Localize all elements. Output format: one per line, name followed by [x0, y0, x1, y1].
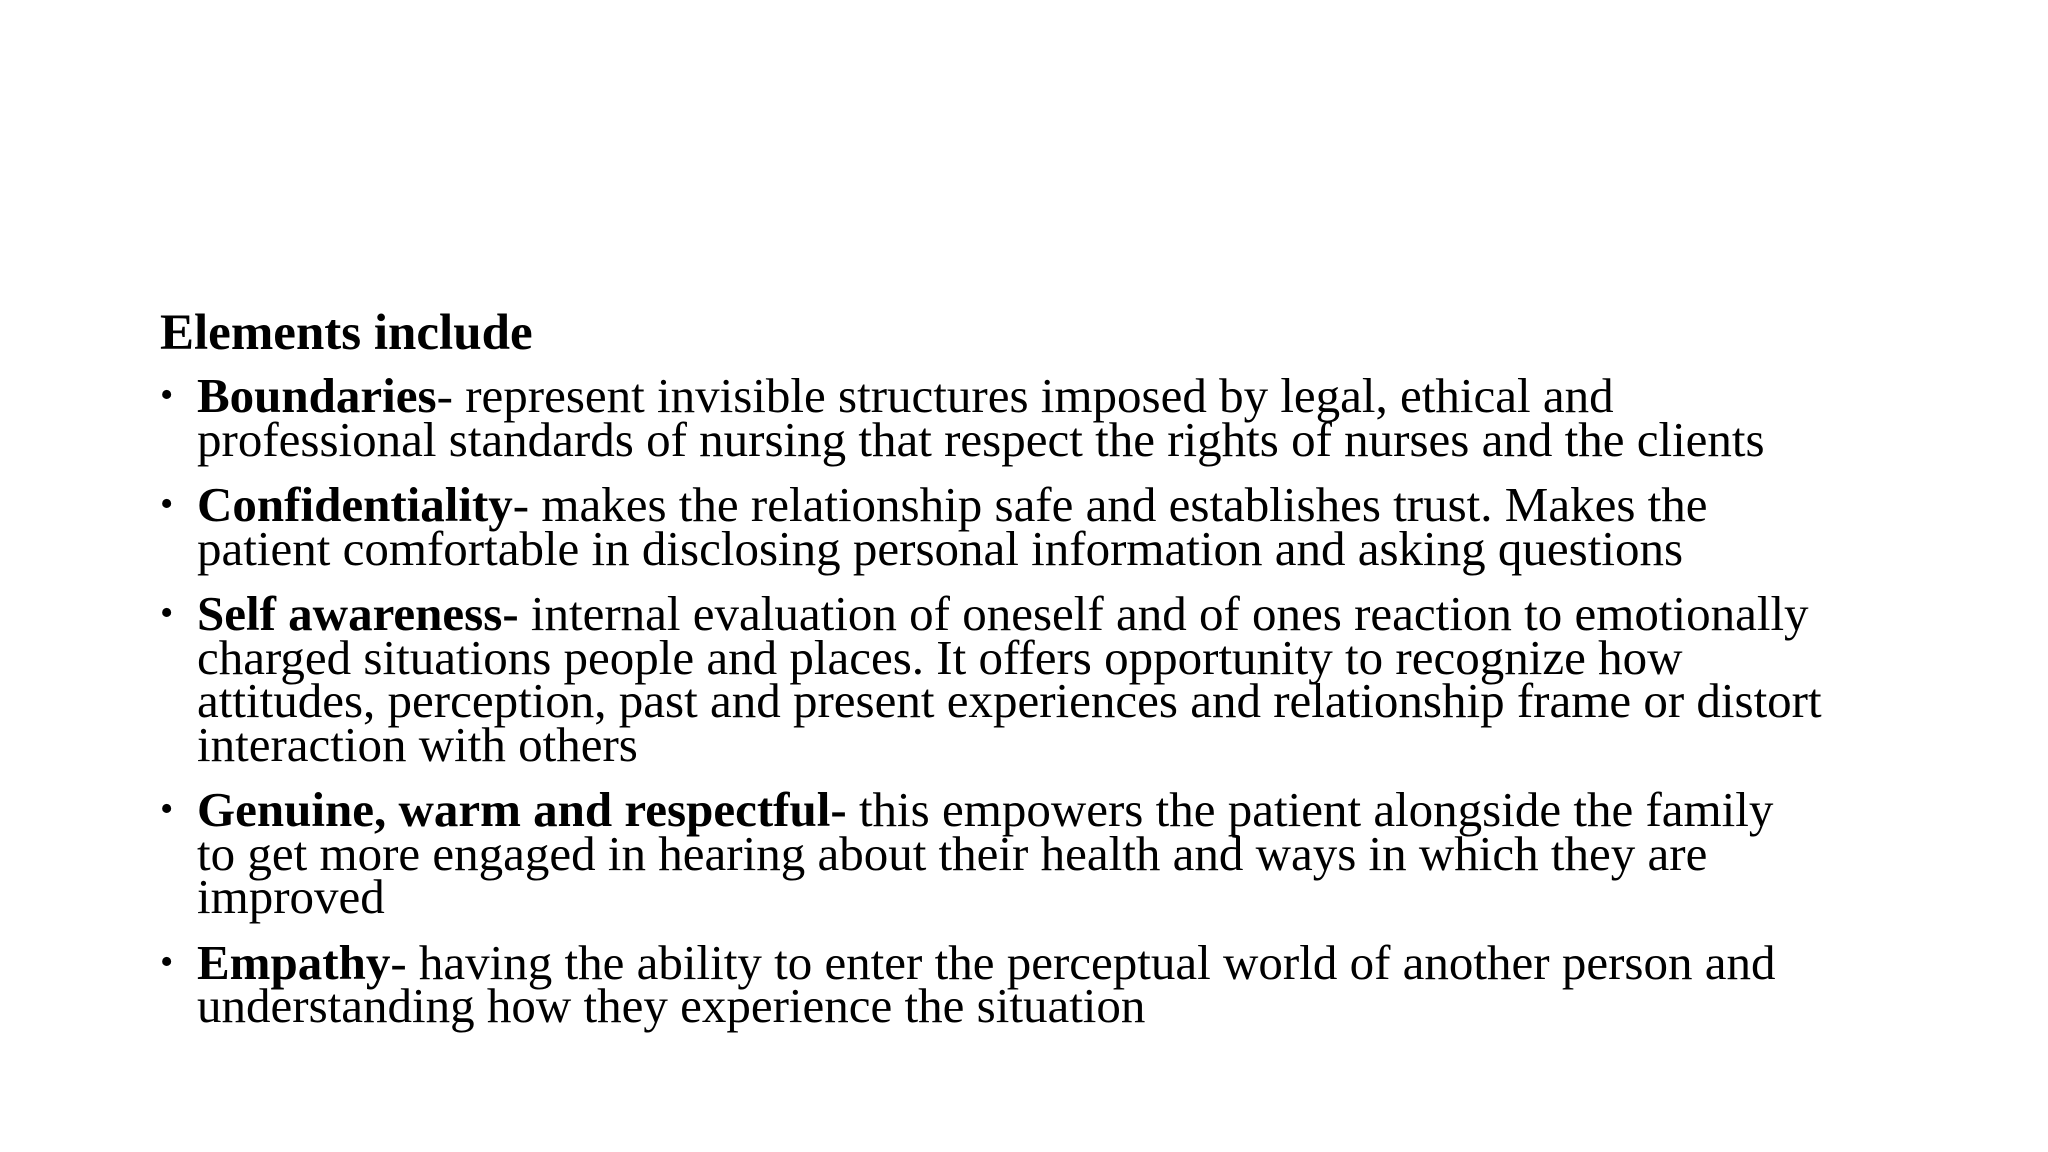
item-term: Self awareness- — [197, 586, 519, 641]
item-line — [197, 586, 1920, 641]
item-text: internal evaluation of oneself and of ones reaction to emotionally — [518, 586, 1809, 641]
bullet-list — [160, 368, 1920, 1033]
item-line — [197, 368, 1920, 423]
item-term: Confidentiality — [197, 477, 513, 532]
bullet-icon: • — [160, 788, 174, 830]
item-text: - having the ability to enter the perceptual world of another person and — [390, 934, 1776, 990]
item-line: attitudes, perception, past and present experiences and relationship frame or distort — [197, 673, 1822, 728]
slide-body — [160, 306, 1920, 1050]
item-line: charged situations people and places. It offers opportunity to recognize how — [197, 629, 1683, 685]
bullet-icon: • — [160, 592, 174, 634]
bullet-icon: • — [160, 483, 174, 525]
item-line: improved — [197, 869, 385, 924]
item-line: patient comfortable in disclosing personal information and asking questions — [197, 520, 1684, 576]
list-item-boundaries — [160, 368, 1920, 467]
item-line: understanding how they experience the situation — [197, 978, 1146, 1033]
item-text: this empowers the patient alongside the family — [846, 782, 1774, 837]
item-line: to get more engaged in hearing about their health and ways in which they are — [197, 825, 1708, 881]
item-line: professional standards of nursing that respect the rights of nurses and the clients — [197, 411, 1765, 467]
list-item-genuine-warm-respectful — [160, 782, 1920, 924]
bullet-icon: • — [160, 940, 174, 983]
item-text: - makes the relationship safe and establishes trust. Makes the — [512, 477, 1708, 532]
bullet-icon: • — [160, 374, 174, 416]
slide-heading: Elements include — [160, 305, 533, 361]
list-item-confidentiality — [160, 477, 1920, 576]
item-line: interaction with others — [197, 716, 638, 772]
item-term: Boundaries — [197, 368, 437, 423]
list-item-empathy — [160, 934, 1920, 1033]
item-line — [197, 477, 1920, 532]
list-item-self-awareness — [160, 586, 1920, 772]
item-term: Empathy — [197, 934, 391, 990]
item-text: - represent invisible structures imposed by legal, ethical and — [436, 368, 1614, 423]
item-line — [197, 782, 1920, 837]
item-term: Genuine, warm and respectful- — [197, 782, 847, 837]
